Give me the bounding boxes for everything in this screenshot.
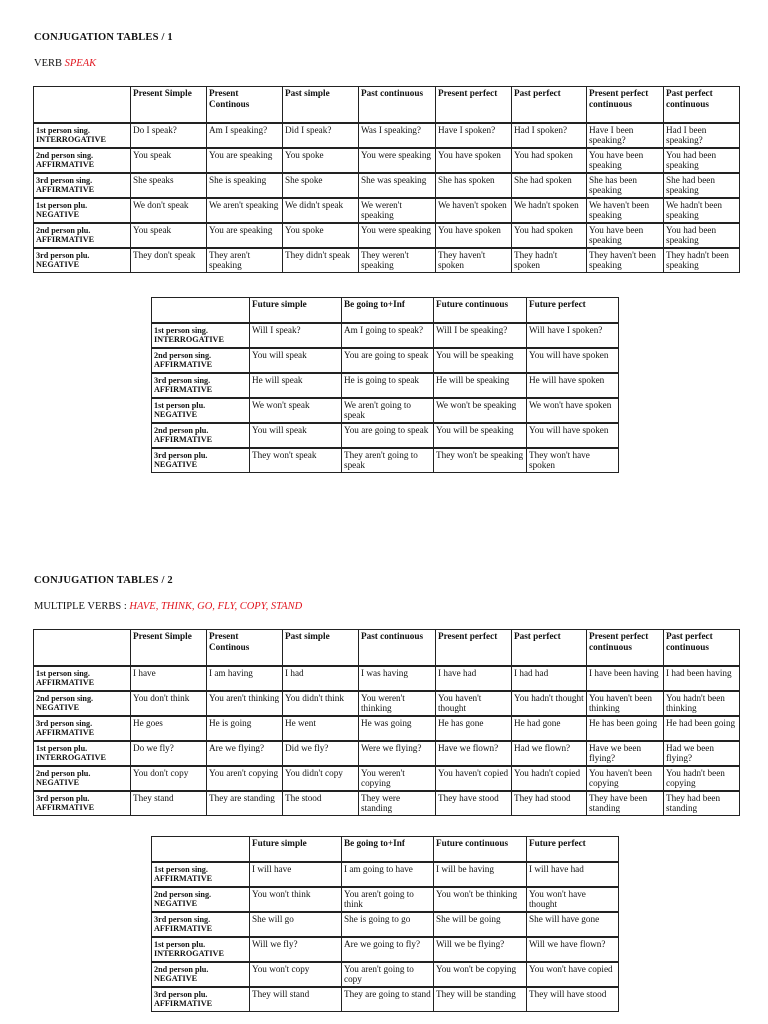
conjugation-cell: You aren't copying — [207, 766, 283, 791]
column-header: Present perfect — [436, 87, 512, 123]
conjugation-cell: I was having — [359, 666, 436, 691]
conjugation-cell: You don't copy — [131, 766, 207, 791]
conjugation-cell: They won't be speaking — [434, 448, 527, 473]
conjugation-cell: They aren't speaking — [207, 248, 283, 273]
conjugation-cell: Do we fly? — [131, 741, 207, 766]
conjugation-cell: They had stood — [512, 791, 587, 816]
conjugation-cell: They stand — [131, 791, 207, 816]
column-header: Past simple — [283, 87, 359, 123]
conjugation-cell: I had been having — [664, 666, 740, 691]
table-row — [152, 912, 619, 937]
conjugation-cell: You will speak — [250, 348, 342, 373]
table-row — [34, 666, 740, 691]
conjugation-cell: They are standing — [207, 791, 283, 816]
conjugation-cell: Will we have flown? — [527, 937, 619, 962]
conjugation-cell: You hadn't copied — [512, 766, 587, 791]
row-label: 3rd person plu. NEGATIVE — [152, 448, 250, 473]
conjugation-cell: We hadn't spoken — [512, 198, 587, 223]
table-row — [34, 223, 740, 248]
column-header: Future continuous — [434, 298, 527, 323]
column-header: Present perfect continuous — [587, 630, 664, 666]
conjugation-cell: Will we fly? — [250, 937, 342, 962]
conjugation-cell: They will be standing — [434, 987, 527, 1012]
conjugation-cell: We don't speak — [131, 198, 207, 223]
conjugation-cell: I will have had — [527, 862, 619, 887]
conjugation-cell: You didn't copy — [283, 766, 359, 791]
conjugation-cell: She will be going — [434, 912, 527, 937]
conjugation-cell: Have I been speaking? — [587, 123, 664, 148]
conjugation-cell: You aren't thinking — [207, 691, 283, 716]
conjugation-cell: She had spoken — [512, 173, 587, 198]
header-row — [152, 837, 619, 862]
conjugation-cell: You won't think — [250, 887, 342, 912]
section2-heading: CONJUGATION TABLES / 2 — [34, 575, 173, 586]
conjugation-cell: You haven't been thinking — [587, 691, 664, 716]
conjugation-cell: They weren't speaking — [359, 248, 436, 273]
conjugation-cell: We didn't speak — [283, 198, 359, 223]
conjugation-cell: Had I spoken? — [512, 123, 587, 148]
header-corner — [152, 298, 250, 323]
conjugation-cell: He is going to speak — [342, 373, 434, 398]
conjugation-cell: Have we flown? — [436, 741, 512, 766]
table-row — [152, 862, 619, 887]
section2-past-present-table — [33, 629, 740, 816]
row-label: 3rd person sing. AFFIRMATIVE — [34, 716, 131, 741]
conjugation-cell: You are going to speak — [342, 348, 434, 373]
conjugation-cell: He will have spoken — [527, 373, 619, 398]
conjugation-cell: You are going to speak — [342, 423, 434, 448]
conjugation-cell: He goes — [131, 716, 207, 741]
column-header: Past perfect — [512, 87, 587, 123]
conjugation-cell: You weren't thinking — [359, 691, 436, 716]
table-row — [34, 741, 740, 766]
column-header: Present perfect continuous — [587, 87, 664, 123]
conjugation-cell: You are speaking — [207, 148, 283, 173]
column-header: Be going to+Inf — [342, 837, 434, 862]
conjugation-cell: You didn't think — [283, 691, 359, 716]
section2-future-table — [151, 836, 619, 1012]
conjugation-cell: We won't be speaking — [434, 398, 527, 423]
row-label: 3rd person sing. AFFIRMATIVE — [34, 173, 131, 198]
conjugation-cell: Were we flying? — [359, 741, 436, 766]
column-header: Past perfect continuous — [664, 630, 740, 666]
conjugation-cell: Have we been flying? — [587, 741, 664, 766]
row-label: 1st person plu. INTERROGATIVE — [34, 741, 131, 766]
column-header: Future continuous — [434, 837, 527, 862]
conjugation-cell: They were standing — [359, 791, 436, 816]
conjugation-cell: We haven't been speaking — [587, 198, 664, 223]
conjugation-cell: You speak — [131, 223, 207, 248]
conjugation-cell: You weren't copying — [359, 766, 436, 791]
conjugation-cell: They had been standing — [664, 791, 740, 816]
conjugation-cell: I will be having — [434, 862, 527, 887]
conjugation-cell: You have spoken — [436, 223, 512, 248]
verb-prefix: VERB — [34, 58, 63, 69]
header-row — [152, 298, 619, 323]
table-row — [34, 198, 740, 223]
conjugation-cell: He went — [283, 716, 359, 741]
row-label: 2nd person plu. AFFIRMATIVE — [34, 223, 131, 248]
conjugation-cell: You will have spoken — [527, 348, 619, 373]
row-label: 1st person sing. AFFIRMATIVE — [34, 666, 131, 691]
conjugation-cell: She will have gone — [527, 912, 619, 937]
row-label: 2nd person sing. AFFIRMATIVE — [34, 148, 131, 173]
conjugation-cell: He had gone — [512, 716, 587, 741]
conjugation-cell: You aren't going to copy — [342, 962, 434, 987]
conjugation-cell: Did I speak? — [283, 123, 359, 148]
conjugation-cell: You were speaking — [359, 148, 436, 173]
row-label: 2nd person plu. NEGATIVE — [152, 962, 250, 987]
table-row — [34, 123, 740, 148]
conjugation-cell: You won't be copying — [434, 962, 527, 987]
conjugation-cell: He was going — [359, 716, 436, 741]
conjugation-cell: I had had — [512, 666, 587, 691]
conjugation-cell: They won't have spoken — [527, 448, 619, 473]
row-label: 3rd person plu. AFFIRMATIVE — [34, 791, 131, 816]
table-row — [152, 398, 619, 423]
header-corner — [34, 87, 131, 123]
conjugation-cell: Did we fly? — [283, 741, 359, 766]
table-row — [152, 323, 619, 348]
conjugation-cell: He has gone — [436, 716, 512, 741]
conjugation-cell: You hadn't been thinking — [664, 691, 740, 716]
table-row — [152, 348, 619, 373]
conjugation-cell: Had I been speaking? — [664, 123, 740, 148]
conjugation-cell: You will speak — [250, 423, 342, 448]
conjugation-cell: You aren't going to think — [342, 887, 434, 912]
table-row — [152, 987, 619, 1012]
column-header: Present Simple — [131, 630, 207, 666]
conjugation-cell: I have — [131, 666, 207, 691]
conjugation-cell: Am I speaking? — [207, 123, 283, 148]
row-label: 2nd person sing. NEGATIVE — [152, 887, 250, 912]
conjugation-cell: You won't have copied — [527, 962, 619, 987]
section2-verb-line — [34, 601, 302, 612]
conjugation-cell: They won't speak — [250, 448, 342, 473]
conjugation-cell: They will have stood — [527, 987, 619, 1012]
header-row — [34, 630, 740, 666]
section1-past-present-table — [33, 86, 740, 273]
conjugation-cell: We won't speak — [250, 398, 342, 423]
conjugation-cell: She has spoken — [436, 173, 512, 198]
conjugation-cell: You were speaking — [359, 223, 436, 248]
column-header: Future perfect — [527, 298, 619, 323]
column-header: Past continuous — [359, 87, 436, 123]
conjugation-cell: Do I speak? — [131, 123, 207, 148]
conjugation-cell: We won't have spoken — [527, 398, 619, 423]
conjugation-cell: Will we be flying? — [434, 937, 527, 962]
conjugation-cell: You will have spoken — [527, 423, 619, 448]
conjugation-cell: They hadn't been speaking — [664, 248, 740, 273]
conjugation-cell: You had spoken — [512, 223, 587, 248]
conjugation-cell: You won't have thought — [527, 887, 619, 912]
column-header: Present Continous — [207, 630, 283, 666]
conjugation-cell: She speaks — [131, 173, 207, 198]
conjugation-cell: I am going to have — [342, 862, 434, 887]
column-header: Future simple — [250, 837, 342, 862]
header-corner — [152, 837, 250, 862]
conjugation-cell: Had we been flying? — [664, 741, 740, 766]
conjugation-cell: You won't copy — [250, 962, 342, 987]
row-label: 3rd person sing. AFFIRMATIVE — [152, 373, 250, 398]
table-row — [152, 448, 619, 473]
section1-verb-line — [34, 58, 96, 69]
table-row — [152, 937, 619, 962]
conjugation-cell: They have stood — [436, 791, 512, 816]
conjugation-cell: He has been going — [587, 716, 664, 741]
conjugation-cell: We aren't going to speak — [342, 398, 434, 423]
conjugation-cell: They are going to stand — [342, 987, 434, 1012]
table-row — [152, 423, 619, 448]
table-row — [34, 148, 740, 173]
column-header: Past perfect continuous — [664, 87, 740, 123]
verb-name: HAVE, THINK, GO, FLY, COPY, STAND — [129, 601, 303, 612]
row-label: 2nd person sing. AFFIRMATIVE — [152, 348, 250, 373]
conjugation-cell: Are we going to fly? — [342, 937, 434, 962]
conjugation-cell: They aren't going to speak — [342, 448, 434, 473]
conjugation-cell: They have been standing — [587, 791, 664, 816]
conjugation-cell: I will have — [250, 862, 342, 887]
conjugation-cell: Had we flown? — [512, 741, 587, 766]
conjugation-cell: You have been speaking — [587, 223, 664, 248]
column-header: Future perfect — [527, 837, 619, 862]
row-label: 2nd person plu. NEGATIVE — [34, 766, 131, 791]
column-header: Present perfect — [436, 630, 512, 666]
conjugation-cell: She spoke — [283, 173, 359, 198]
column-header: Be going to+Inf — [342, 298, 434, 323]
conjugation-cell: They hadn't spoken — [512, 248, 587, 273]
row-label: 1st person sing. AFFIRMATIVE — [152, 862, 250, 887]
row-label: 2nd person plu. AFFIRMATIVE — [152, 423, 250, 448]
conjugation-cell: Am I going to speak? — [342, 323, 434, 348]
conjugation-cell: She has been speaking — [587, 173, 664, 198]
conjugation-cell: I have been having — [587, 666, 664, 691]
conjugation-cell: You won't be thinking — [434, 887, 527, 912]
conjugation-cell: You will be speaking — [434, 423, 527, 448]
conjugation-cell: You hadn't been copying — [664, 766, 740, 791]
conjugation-cell: You had been speaking — [664, 223, 740, 248]
conjugation-cell: We haven't spoken — [436, 198, 512, 223]
column-header: Present Simple — [131, 87, 207, 123]
table-row — [34, 766, 740, 791]
conjugation-cell: He had been going — [664, 716, 740, 741]
table-row — [152, 373, 619, 398]
row-label: 3rd person plu. NEGATIVE — [34, 248, 131, 273]
verb-prefix: MULTIPLE VERBS : — [34, 601, 127, 612]
conjugation-cell: Are we flying? — [207, 741, 283, 766]
conjugation-cell: They will stand — [250, 987, 342, 1012]
section1-future-table — [151, 297, 619, 473]
row-label: 3rd person sing. AFFIRMATIVE — [152, 912, 250, 937]
table-row — [34, 248, 740, 273]
conjugation-cell: She was speaking — [359, 173, 436, 198]
conjugation-cell: We weren't speaking — [359, 198, 436, 223]
conjugation-cell: The stood — [283, 791, 359, 816]
conjugation-cell: She is going to go — [342, 912, 434, 937]
conjugation-cell: Was I speaking? — [359, 123, 436, 148]
conjugation-cell: He will be speaking — [434, 373, 527, 398]
conjugation-cell: You had been speaking — [664, 148, 740, 173]
conjugation-cell: You will be speaking — [434, 348, 527, 373]
table-row — [152, 962, 619, 987]
header-row — [34, 87, 740, 123]
conjugation-cell: She will go — [250, 912, 342, 937]
conjugation-cell: I had — [283, 666, 359, 691]
conjugation-cell: Will have I spoken? — [527, 323, 619, 348]
row-label: 1st person plu. NEGATIVE — [152, 398, 250, 423]
row-label: 3rd person plu. AFFIRMATIVE — [152, 987, 250, 1012]
conjugation-cell: She is speaking — [207, 173, 283, 198]
table-row — [34, 691, 740, 716]
column-header: Past simple — [283, 630, 359, 666]
conjugation-cell: Will I be speaking? — [434, 323, 527, 348]
column-header: Present Continous — [207, 87, 283, 123]
column-header: Future simple — [250, 298, 342, 323]
header-corner — [34, 630, 131, 666]
column-header: Past perfect — [512, 630, 587, 666]
conjugation-cell: We hadn't been speaking — [664, 198, 740, 223]
table-row — [152, 887, 619, 912]
conjugation-cell: You had spoken — [512, 148, 587, 173]
conjugation-cell: You haven't copied — [436, 766, 512, 791]
conjugation-cell: You haven't been copying — [587, 766, 664, 791]
conjugation-cell: Have I spoken? — [436, 123, 512, 148]
conjugation-cell: Will I speak? — [250, 323, 342, 348]
row-label: 1st person sing. INTERROGATIVE — [34, 123, 131, 148]
table-row — [34, 173, 740, 198]
conjugation-cell: You spoke — [283, 223, 359, 248]
conjugation-cell: You spoke — [283, 148, 359, 173]
section1-heading: CONJUGATION TABLES / 1 — [34, 32, 173, 43]
conjugation-cell: You have been speaking — [587, 148, 664, 173]
conjugation-cell: You speak — [131, 148, 207, 173]
conjugation-cell: I am having — [207, 666, 283, 691]
conjugation-cell: We aren't speaking — [207, 198, 283, 223]
conjugation-cell: You haven't thought — [436, 691, 512, 716]
conjugation-cell: He will speak — [250, 373, 342, 398]
row-label: 2nd person sing. NEGATIVE — [34, 691, 131, 716]
row-label: 1st person plu. NEGATIVE — [34, 198, 131, 223]
conjugation-cell: You hadn't thought — [512, 691, 587, 716]
row-label: 1st person plu. INTERROGATIVE — [152, 937, 250, 962]
conjugation-cell: They haven't spoken — [436, 248, 512, 273]
conjugation-cell: She had been speaking — [664, 173, 740, 198]
conjugation-cell: They haven't been speaking — [587, 248, 664, 273]
conjugation-cell: You have spoken — [436, 148, 512, 173]
row-label: 1st person sing. INTERROGATIVE — [152, 323, 250, 348]
conjugation-cell: They don't speak — [131, 248, 207, 273]
verb-name: SPEAK — [64, 58, 97, 69]
conjugation-cell: You don't think — [131, 691, 207, 716]
column-header: Past continuous — [359, 630, 436, 666]
conjugation-cell: They didn't speak — [283, 248, 359, 273]
table-row — [34, 791, 740, 816]
conjugation-cell: You are speaking — [207, 223, 283, 248]
conjugation-cell: He is going — [207, 716, 283, 741]
conjugation-cell: I have had — [436, 666, 512, 691]
table-row — [34, 716, 740, 741]
